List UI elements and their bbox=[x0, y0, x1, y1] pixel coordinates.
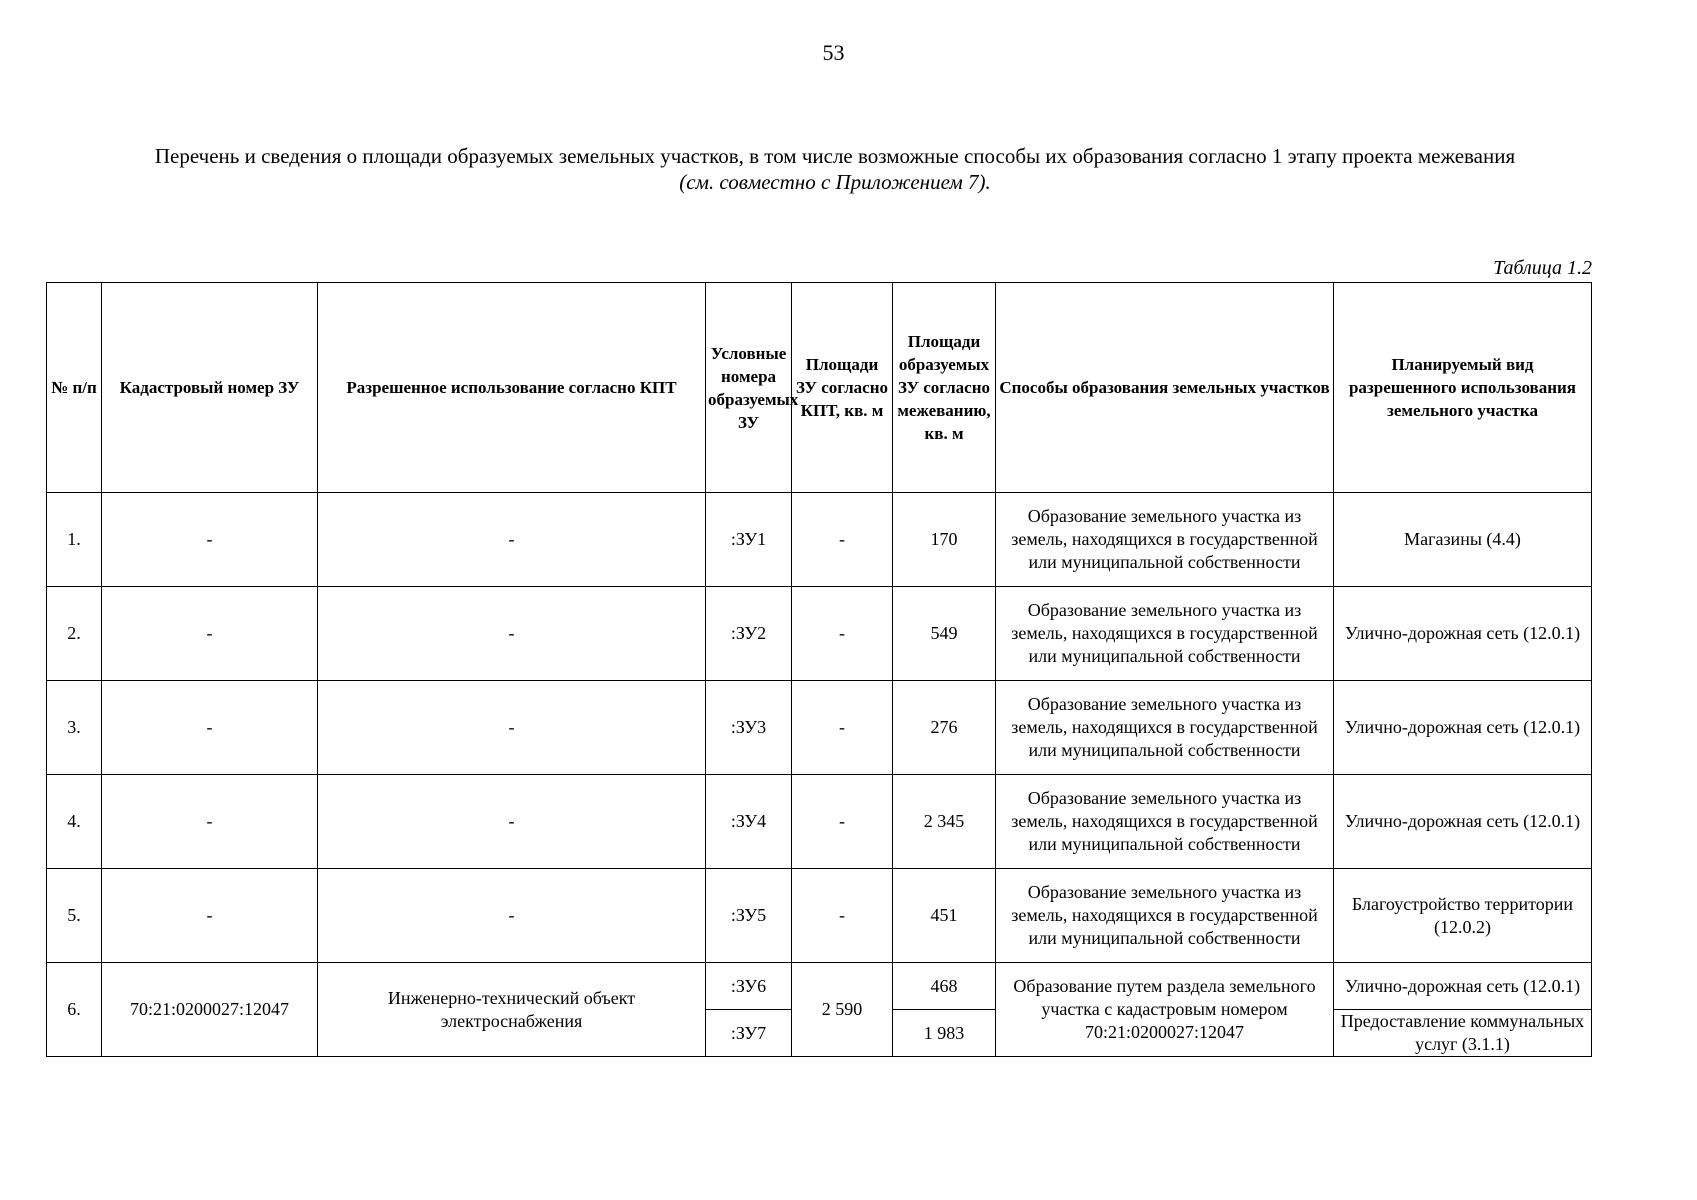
header-planned-use: Планируемый вид разрешенного использования земельного участка bbox=[1334, 283, 1592, 493]
table-row bbox=[47, 963, 1592, 1010]
document-title bbox=[80, 143, 1590, 195]
cell-cadastral: - bbox=[102, 493, 318, 587]
cell-method: Образование земельного участка из земель, находящихся в государственной или муниципальной собственности bbox=[996, 587, 1334, 681]
cell-conditional-number: :ЗУ4 bbox=[706, 775, 792, 869]
header-conditional-number: Условные номера образуемых ЗУ bbox=[706, 283, 792, 493]
table-row bbox=[47, 681, 1592, 775]
cell-conditional-number: :ЗУ5 bbox=[706, 869, 792, 963]
cell-area-survey: 276 bbox=[893, 681, 996, 775]
cell-permitted-use: Инженерно-технический объект электроснабжения bbox=[318, 963, 706, 1057]
cell-area-survey: 1 983 bbox=[893, 1010, 996, 1057]
cell-permitted-use: - bbox=[318, 775, 706, 869]
cell-area-survey: 468 bbox=[893, 963, 996, 1010]
header-permitted-use: Разрешенное использование согласно КПТ bbox=[318, 283, 706, 493]
cell-num: 1. bbox=[47, 493, 102, 587]
title-main: Перечень и сведения о площади образуемых земельных участков, в том числе возможные способы их образования согласно 1 этапу проекта межевания bbox=[154, 144, 1516, 168]
cell-cadastral: - bbox=[102, 587, 318, 681]
cell-planned-use: Улично-дорожная сеть (12.0.1) bbox=[1334, 775, 1592, 869]
cell-method: Образование путем раздела земельного участка с кадастровым номером 70:21:0200027:12047 bbox=[996, 963, 1334, 1057]
cell-planned-use: Магазины (4.4) bbox=[1334, 493, 1592, 587]
cell-area-kpt: - bbox=[792, 869, 893, 963]
cell-permitted-use: - bbox=[318, 681, 706, 775]
cell-num: 6. bbox=[47, 963, 102, 1057]
header-area-kpt: Площади ЗУ согласно КПТ, кв. м bbox=[792, 283, 893, 493]
table-row bbox=[47, 493, 1592, 587]
cell-cadastral: 70:21:0200027:12047 bbox=[102, 963, 318, 1057]
cell-planned-use: Предоставление коммунальных услуг (3.1.1) bbox=[1334, 1010, 1592, 1057]
header-area-survey: Площади образуемых ЗУ согласно межеванию, кв. м bbox=[893, 283, 996, 493]
cell-permitted-use: - bbox=[318, 869, 706, 963]
cell-method: Образование земельного участка из земель, находящихся в государственной или муниципальной собственности bbox=[996, 869, 1334, 963]
land-plots-table bbox=[46, 282, 1592, 1057]
page-number: 53 bbox=[822, 40, 845, 65]
cell-area-kpt: - bbox=[792, 681, 893, 775]
cell-planned-use: Улично-дорожная сеть (12.0.1) bbox=[1334, 963, 1592, 1010]
cell-area-survey: 2 345 bbox=[893, 775, 996, 869]
header-methods: Способы образования земельных участков bbox=[996, 283, 1334, 493]
table-row bbox=[47, 587, 1592, 681]
cell-method: Образование земельного участка из земель, находящихся в государственной или муниципальной собственности bbox=[996, 493, 1334, 587]
cell-area-kpt: - bbox=[792, 775, 893, 869]
cell-planned-use: Улично-дорожная сеть (12.0.1) bbox=[1334, 681, 1592, 775]
cell-num: 3. bbox=[47, 681, 102, 775]
table-header-row bbox=[47, 283, 1592, 493]
cell-num: 5. bbox=[47, 869, 102, 963]
cell-planned-use: Благоустройство территории (12.0.2) bbox=[1334, 869, 1592, 963]
cell-num: 4. bbox=[47, 775, 102, 869]
cell-area-survey: 451 bbox=[893, 869, 996, 963]
cell-area-kpt: 2 590 bbox=[792, 963, 893, 1057]
cell-num: 2. bbox=[47, 587, 102, 681]
table-row bbox=[47, 775, 1592, 869]
cell-area-kpt: - bbox=[792, 587, 893, 681]
cell-conditional-number: :ЗУ3 bbox=[706, 681, 792, 775]
cell-conditional-number: :ЗУ6 bbox=[706, 963, 792, 1010]
header-cadastral: Кадастровый номер ЗУ bbox=[102, 283, 318, 493]
cell-area-kpt: - bbox=[792, 493, 893, 587]
cell-permitted-use: - bbox=[318, 493, 706, 587]
cell-area-survey: 549 bbox=[893, 587, 996, 681]
cell-permitted-use: - bbox=[318, 587, 706, 681]
table-row bbox=[47, 869, 1592, 963]
cell-method: Образование земельного участка из земель, находящихся в государственной или муниципальной собственности bbox=[996, 681, 1334, 775]
cell-conditional-number: :ЗУ7 bbox=[706, 1010, 792, 1057]
cell-cadastral: - bbox=[102, 775, 318, 869]
table-label: Таблица 1.2 bbox=[1493, 257, 1592, 279]
cell-conditional-number: :ЗУ2 bbox=[706, 587, 792, 681]
header-num: № п/п bbox=[47, 283, 102, 493]
cell-planned-use: Улично-дорожная сеть (12.0.1) bbox=[1334, 587, 1592, 681]
cell-conditional-number: :ЗУ1 bbox=[706, 493, 792, 587]
title-note: (см. совместно с Приложением 7). bbox=[679, 170, 991, 194]
cell-cadastral: - bbox=[102, 869, 318, 963]
cell-cadastral: - bbox=[102, 681, 318, 775]
cell-method: Образование земельного участка из земель, находящихся в государственной или муниципальной собственности bbox=[996, 775, 1334, 869]
cell-area-survey: 170 bbox=[893, 493, 996, 587]
